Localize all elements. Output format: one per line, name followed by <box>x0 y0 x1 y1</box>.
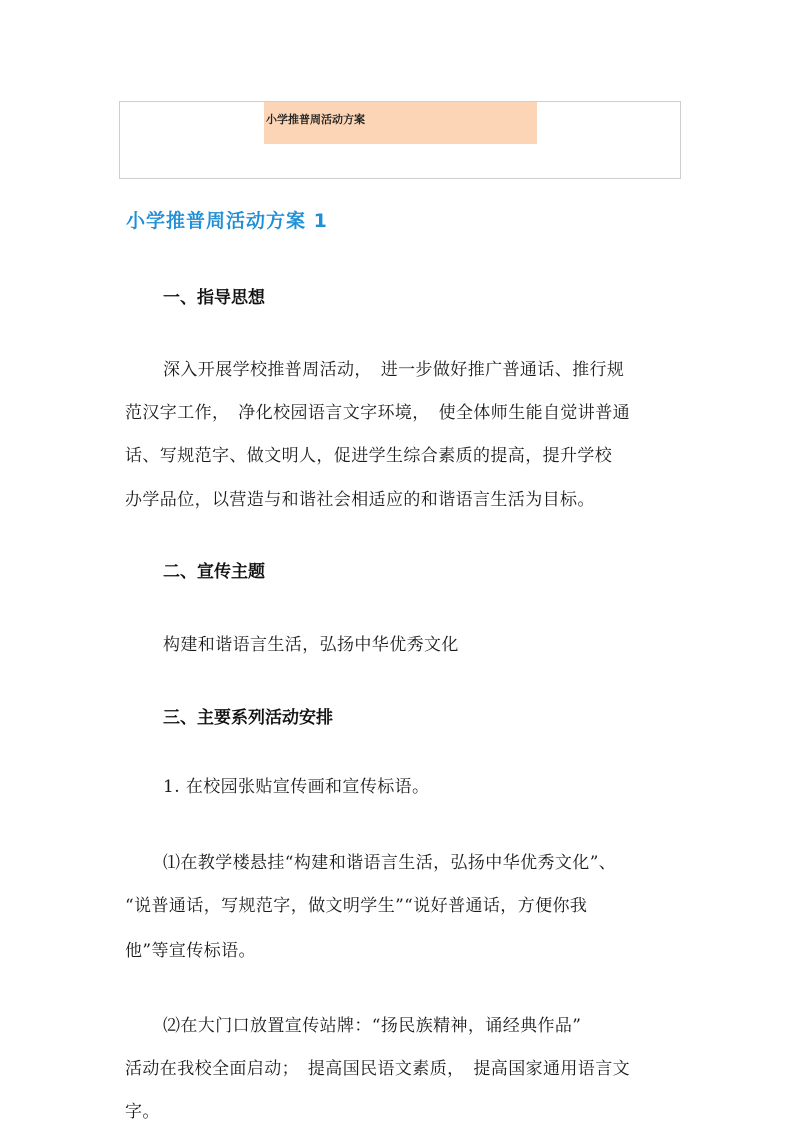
document-title: 小学推普周活动方案 1 <box>126 210 328 232</box>
paragraph-line: 字。 <box>125 1102 160 1122</box>
paragraph-line: 范汉字工作， 净化校园语言文字环境， 使全体师生能自觉讲普通 <box>125 403 630 423</box>
paragraph-line: 办学品位，以营造与和谐社会相适应的和谐语言生活为目标。 <box>125 490 595 510</box>
paragraph-line: 深入开展学校推普周活动， 进一步做好推广普通话、推行规 <box>163 360 625 380</box>
paragraph-line: 构建和谐语言生活，弘扬中华优秀文化 <box>163 635 459 655</box>
list-item: 1. 在校园张贴宣传画和宣传标语。 <box>163 777 430 797</box>
paragraph-line: “说普通话，写规范字，做文明学生”“说好普通话，方便你我 <box>125 896 588 916</box>
section-heading-guiding-ideology: 一、指导思想 <box>163 288 265 308</box>
paragraph-line: 他”等宣传标语。 <box>125 941 256 961</box>
paragraph-line: ⑵在大门口放置宣传站牌：“扬民族精神，诵经典作品” <box>163 1016 582 1036</box>
paragraph-line: ⑴在教学楼悬挂“构建和谐语言生活，弘扬中华优秀文化”、 <box>163 853 617 873</box>
section-heading-activities: 三、主要系列活动安排 <box>163 708 333 728</box>
paragraph-line: 活动在我校全面启动； 提高国民语文素质， 提高国家通用语言文 <box>125 1059 630 1079</box>
section-heading-theme: 二、宣传主题 <box>163 562 265 582</box>
header-box <box>119 101 681 179</box>
header-tab-title: 小学推普周活动方案 <box>264 102 537 144</box>
paragraph-line: 话、写规范字、做文明人，促进学生综合素质的提高，提升学校 <box>125 446 613 466</box>
